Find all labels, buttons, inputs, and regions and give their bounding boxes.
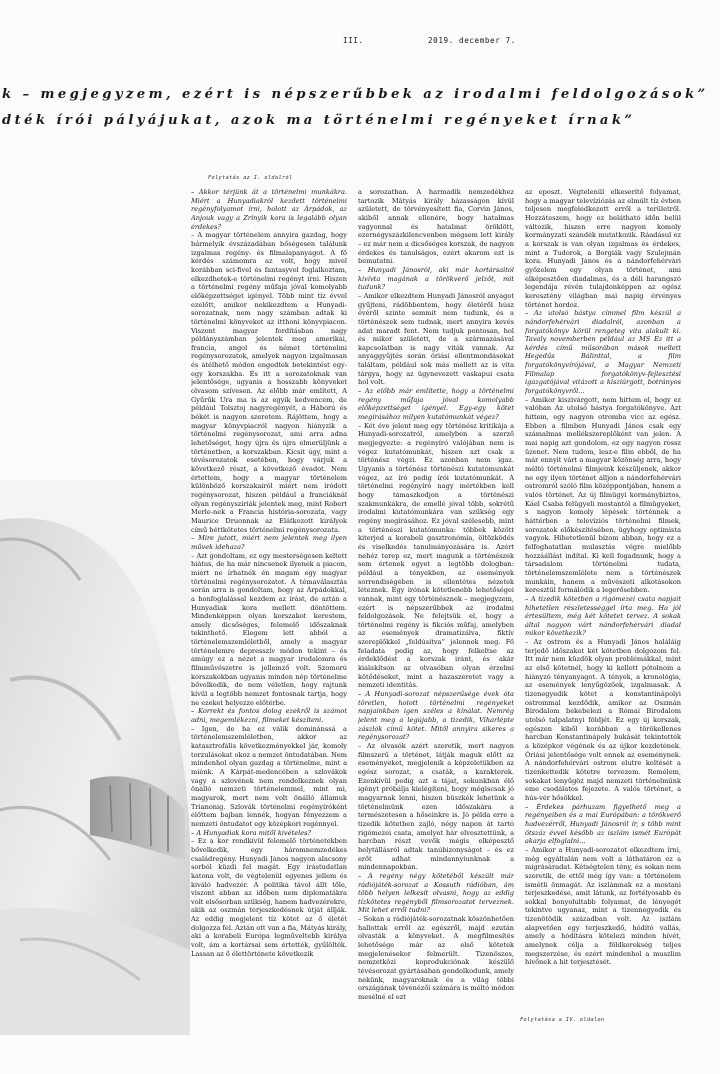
interview-question: – Akkor térjünk át a történelmi munkákra. Miért a Hunyadiakról kezdett történelmi regényfolyamot írni, holott az Árpádok, az Anjouk vagy a Zrínyik kora is legalább olyan érdekes? (191, 188, 347, 231)
interview-question: – A tizedik kötetben a rigómezei csata napjait hihetetlen részletességgel írta meg. Ha jól értesültem, még két kötetet tervez. A sokak által nagyon várt nándorfehérvári diadal mikor következik? (525, 594, 681, 638)
interview-answer: – Amikor elkezdtem Hunyadi Jánosról anyagot gyűjteni, rádöbbentem, hogy életéről húsz évéről szinte semmit nem tudunk, és a történészek sem tudnak, mert annyira kevés adat maradt fent. Nem tudjuk pontosan, hol és mikor született, de a származásával kapcsolatban is nagy viták vannak. Az anyaggyűjtés során óriási ellentmondásokat találtam, például sok más mellett az is vita tárgya, hogy az ügynevezett vaskapui csata hol volt. (358, 291, 514, 387)
pull-quote-line-2: dték írói pályájukat, azok ma történelmi regényeket írnak” (2, 113, 636, 128)
interview-answer: – Az ostrom és a Hunyadi János haláláig terjedő időszakot két kötetben dolgozom fel. Itt már nem küzdök olyan problémákkal, mint az első kötetnél, hogy ki kellett pótolnom a hiányzó tényanyagot. A tények, a kronológia, az események lenyűgözőek, izgalmasak. A tizenegyedik kötet a konstantinápolyi ostrommal kezdődik, amikor az Oszmán Birodalom bekebelezi a Római Birodalom utolsó talpalatnyi földjét. Ez egy új korszak, egészen kiből korábban a törökellenes harcban Konstantinápoly bukását tekintették a középkor végének és az újkor kezdetének. Óriási jelentősége volt ennek az eseménynek. A nándorfehérvári ostrom elutre keltését a tizenkettedik kötetre tervezem. Remélem, sokakat lenyűgöz majd nemzeti történelmünk eme csodálatos fejezete. A valós történet, a hús-vér hősökkel. (525, 638, 681, 802)
interview-answer: az eposzt. Végtelenül elkeserítő folyamat, hogy a magyar televíziózás az elmúlt tíz évben teljesen megfeledkezett erről a területről. Hozzáteszem, hogy ez belátható időn belül változik, hiszen erre nagyon komoly kormányzati szándék mutatkozik. Ráadásul ez a korszak is van olyan izgalmas és érdekes, mint a Tudorok, a Borgiák vagy Szulejmán kora. Hunyadi János és a nándorfehérvári győzelem egy olyan történet, ami elképesztően diadalmas, és a déli harangszó legendája révén tulajdonképpen az egész keresztény világban mai napig érvényes történet hordoz. (525, 188, 681, 309)
interview-answer: – Igen, de ha ez válik dominánssá a történelemszemléletben, akkor az katasztrofális következményekkel jár, komoly torzulásokat okoz a nemzet öntudatában. Nem mindenhol olyan gazdag a történelme, mint a miénk. A Kárpát-medencében a szlovákok vagy a szlovének nem rendelkeznek olyan önálló nemzeti történelemmel, mint mi, magyarok, mert nem volt önálló államuk Trianonig. Szlovák történelmi regényíróként előttem bajban lennék, hogyan fényezzem a nemzeti öntudatot egy középkori regénnyel. (191, 724, 347, 828)
interview-question: – Mire jutott, miért nem jelentek meg ilyen művek idehaza? (191, 534, 347, 551)
interview-question: – A Hunyadiak kora mitől kivételes? (191, 828, 312, 837)
interview-question: – Hunyadi Jánosról, aki már kortársaitól kivívta magának a törökverő jelzőt, mit tudunk? (358, 265, 514, 292)
pull-quote (0, 82, 720, 130)
portrait-image (0, 480, 190, 1035)
continued-from-caption: Folytatás az I. oldalról (208, 175, 293, 181)
pull-quote-line-1: k – megjegyzem, ezért is népszerűbbek az irodalmi feldolgozások” (2, 87, 709, 102)
continued-to-caption: Folytatása a IV. oldalon (520, 1017, 605, 1023)
interview-question: – Érdekes párhuzam figyelhető meg a regényeiben és a mai Európában: a törökverő hadvezérről, Hunyadi Jánosról ír, s több mint ötszáz évvel később az iszlám ismét Európát akarja elfoglalni... (525, 802, 681, 846)
article-column-3 (525, 188, 681, 1018)
interview-question: – Az előbb már említette, hogy a történelmi regény műfaja jóval komolyabb előképzettséget igényel. Egy-egy kötet megírásához milyen kutatómunkát végez? (358, 387, 514, 422)
interview-answer: – Az olvasók azért szeretik, mert nagyon filmszerű a történet, látják maguk előtt az eseményeket, megjelenik a képzeletükben az egész sorozat, a csaták, a karakterek. Ezenkívül pedig azt a tájat, sokunkban élő igényt próbálja kielégíteni, hogy mégiscsak jó magyarnak lenni, hiszen büszkék lehetünk a történelmünk ezen időszakára a természetesen a hőseinkre is. Jó példa erre a tizedik kötetben zajló, négy napon át tartó rigómezei csata, amelyet hár elvesztettünk, a harcban részt vevők mégis elképesztő helytállásról adtak tanúbizonyságot – és ez erőt adhat mindannyiunknak a mindennapokban. (358, 742, 514, 872)
interview-question: – A regény négy kötetéből készült már rádiójáték-sorozat a Kossuth rádióban, ám több helyen lelkesít olvasni, hogy az eddig tízkötetes regényből filmsorozatot terveznek. Mit lehet erről tudni? (358, 871, 514, 915)
interview-answer: – Két éve jelent meg egy történész kritikája a Hunyadi-sorozatról, amelyben a szerző megjegyezte: a regényíró valójában nem is végez kutatómunkát, hiszen azt csak a történész végzi. Ez azonban nem igaz. Ugyanis a történész történészi kutatómunkát végez, az író pedig írói kutatómunkát. A történelmi regényíró nagy mértékben kell hogy támaszkodjon a történészi szakmunkákra, de emellé jóval több, sokrétű irodalmi kutatómunkára van szükség egy regény megírásához. Ez jóval szélesebb, mint a történészi kutatómunka: többek között kiterjed a korabeli gasztronómia, öltözködés és viselkedés tanulmányozására is. Azért nehéz terep ez, mert magunk a történészek sem értenek egyet a legtöbb dologban: például a tényekben, az események sorrendiségében is ellentétes nézetek léteznek. Egy írónak kötetlenebb lehetőségei vannak, mint egy történésznek – megjegyzem, ezért is népszerűbbek az irodalmi feldolgozások. Ne felejtsük el, hogy a történelmi regény is fikciós műfaj, amelyben az események dramatizálva, fiktív szereplőkkel „feldúsítva” jelennek meg. Fő feladata pedig az, hogy felkeltse az érdeklődést a korszak iránt, és akár kialakítson az olvasóban olyan érzelmi kötődéseket, mint a hazaszeretet vagy a nemzeti identitás. (358, 421, 514, 690)
interview-question: – Az utolsó bástya címmel film készül a nándorfehérvári diadalról, azonban a forgatókönyv körül rengeteg vita alakult ki. Tavaly novemberben például az MS Ez itt a kérdés című műsorában mások mellett Hegedűs Bálinttal, a film forgatókönyvírójával, a Magyar Nemzeti Filmalap forgatókönyv-fejlesztési igazgatójával vitázott a kisziúrgott, botrányos forgatókönyvről... (525, 309, 681, 396)
interview-answer: – A magyar történelem annyira gazdag, hogy bármelyik évszázadában bőségesen találunk izgalmas regény- és filmalapanyagot. A fő kérdés számomra az volt, hogy mivel korábban sci-fivel és fantasyvel foglalkoztam, elkezdhetek-e történelmi regényt írni. Hiszen a történelmi regény műfaja jóval komolyabb előképzettséget igényel. Több mint tíz évvel ezelőtt, amikor nekikezdtem a Hunyadi-sorozatnak, nem nagy számban adtak ki történelmi könyveket az itthoni könyvpiacon. Viszont magyar fordításban nagy példányszámban jelentek meg amerikai, francia, angol és német történelmi regénysorozatok, amelyek nagyon izgalmasan és átélhető módon engedtek betekintést egy-egy korszakba. És itt a sorozatoknak van jelentősége, ugyanis a hosszabb könyveket olvasom szívesen. Az előbb már említett, A Gyűrűk Ura ma is az egyik kedvencem, de például Tolsztoj nagyregényét, a Háború és békét is nagyon szeretem. Rájöttem, hogy a magyar könyvpiacról nagyon hiányzik a történelmi regénysorozat, ami arra adna lehetőséget, hogy újra és újra elmerüljünk a történetben, a korszakban. Kicsit úgy, mint a tévésorozatok esetében, hogy várjuk a következő részt, a következő évadot. Nem értettem, hogy a magyar történelem különböző korszakairól miért nem íródott regénysorozat, hiszen például a franciáknál olyan regénysziriák jelentek meg, mint Robert Merle-nek a Francia história-sorozata, vagy Maurice Druonnak az Elátkozott királyok című héttkötetes történelmi regénysorozata. (191, 231, 347, 534)
interview-question: – Korrekt és fontos dolog ezekről is számot adni, megemlékezni, filmeket készíteni. (191, 707, 347, 725)
interview-answer: – Amikor a Hunyadi-sorozatot elkezdtem írni, még egyáltalán nem volt a láthatáron ez a migrásáradat. Kétségtelen tény, és sokan nem szeretik, de ettől még így van: a történelem ismétli önmagát. Az iszlámnak ez a mostani terjeszkedése, amit látunk, az fortélyosabb és sokkal bonyolultabb folyamat, de lényegét tekintve ugyanaz, mint a tizennegyedik és tizenötödik században volt. Az iszlám alapvetően egy terjeszkedő, hódító vallás, amely a hódításra kötelezi minden hívét, amelynek célja a földkerekség teljes megszerzése, és ezért mindenhol a muszlim hívőnek a hit terjesztését. (525, 845, 681, 967)
author-portrait-photo (0, 480, 190, 1035)
interview-answer: – Amikor kiszivárgott, nem hittem el, hogy ez valóban Az utolsó bástya forgatókönyve. Azt hittem, egy nagyon otromba vicc az egész. Ebben a filmben Hunyadi János csak egy számalmas mellékszereplőként van jelen. A mai napig azt gondolom, ez egy nagyon rossz üzenet. Nem tudom, lesz-e film ebből, de ha már ennyit várt a magyar közönség arra, hogy méltó történelmi filmjeink készüljenek, akkor ne egy ilyen történet álljon a nándorfehérvári ostromról szóló film középpontjában, hanem a valós történet. Az új filmügyi kormánybiztos, Káel Csaba felügyeli mostantól a filmügyeket, s nagyon komoly lépések történnek a háttérben a televíziós történelmi filmek, sorozatok előkészítésében, ügyhogy optimista vagyok. Hihetetlenül bízom abban, hogy ez a felfoghatatlan mulasztás végre mielőbb hozzáállást indítal. Ki kell fogadnunk, hogy a társadalom történelmi tudata, történelemszemlélete nem a történészek munkáin, hanem a művészeti alkotásokon keresztül formálódik a legerősebben. (525, 395, 681, 595)
page-header (0, 36, 720, 50)
interview-answer: – Ez a kor rendkívül felemelő történetekben bővelkedik, egy háromnemzedékes családregény. Hunyadi János nagyon alacsony sorból küzdi fel magát. Egy írástudatlan katona volt, de végtelenül egyenes jellem és kiváló hadvezér. A politika távol állt tőle, viszont abban az időben nem diplomatákra volt elsősorban szükség, hanem hadvezérekre, akik az oszmán terjeszkedésnek útját állják. Az eddig megjelent tíz kötet az ő életét dolgozza fel. Aztán ott van a fia, Mátyás király, aki a korabeli Európa legműveltebb királya volt, ám a kortársai sem értették, gyűlölték. Lassan az ő élettörténete következik (191, 837, 347, 958)
interview-answer: – Sokan a rádiójáték-sorozatnak köszönhetően hallottak erről az egészről, majd ezután olvasták a könyveket. A megfilmesítés lehetősége már az első kötetek megjelenésekor felmerült. Tizenöszes, nemzetközi koprodukciónak készülő tévésorozat gyártásában gondolkodunk, amely nekünk, magyaroknak és a világ többi országának tévénézői számára is méltó módon mesélné el ezt (358, 915, 514, 1002)
issue-date: 2019. december 7. (428, 36, 516, 45)
interview-answer: – Azt gondoltam, ez egy mesterségesen keltett hiátus, de ha már nincsenek ilyenek a piacon, miért ne írhatnék én magam egy magyar történelmi regénysorozatot. A témaválasztás során arra is gondoltam, hogy az Árpádokkal, a honfoglalással kezdem az írást, de aztán a Hunyadiak kora mellett döntöttem. Mindenképpen olyan korszakot kerestem, amely dicsőséges, felemelő időszaknak tekinthető. Elegem lett abból a történelemszemléletből, amely a magyar történelemre depresszív módon tekint – és amúgy ez a nézet a magyar irodalomra és filmművészetre is jellemző volt. Szomorú korszakokban ugyanis minden nép történelme bővelkedik, de nem véletlen, hogy rajtunk kívül a legtöbb nemzet fontosnak tartja, hogy ne ezeket helyezze előtérbe. (191, 551, 347, 707)
article-column-1 (191, 188, 347, 1018)
article-column-2 (358, 188, 514, 1018)
interview-question: – A Hunyadi-sorozat népszerűsége évek óta töretlen, holott történelmi regényeket napjainkban igen széles a kínálat. Nemrég jelent meg a legújabb, a tizedik, Viharlépte zászlók című kötet. Mitől annyira sikeres a regénysorozat? (358, 690, 514, 742)
interview-answer: a sorozatban. A harmadik nemzedékhez tartozik Mátyás király házasságon kívül született, de törvényesített fia, Corvin János, akiből annak ellenére, hogy hatalmas vagyonnal és hatalmat öröklött, ezernégyszázkilencvenben mégsem lett király – ez már nem a dicsőséges korszak, de nagyon érdekes és tanulságos, ezért akarom ezt is bemutatni. (358, 188, 514, 266)
page-number: III. (343, 36, 364, 45)
